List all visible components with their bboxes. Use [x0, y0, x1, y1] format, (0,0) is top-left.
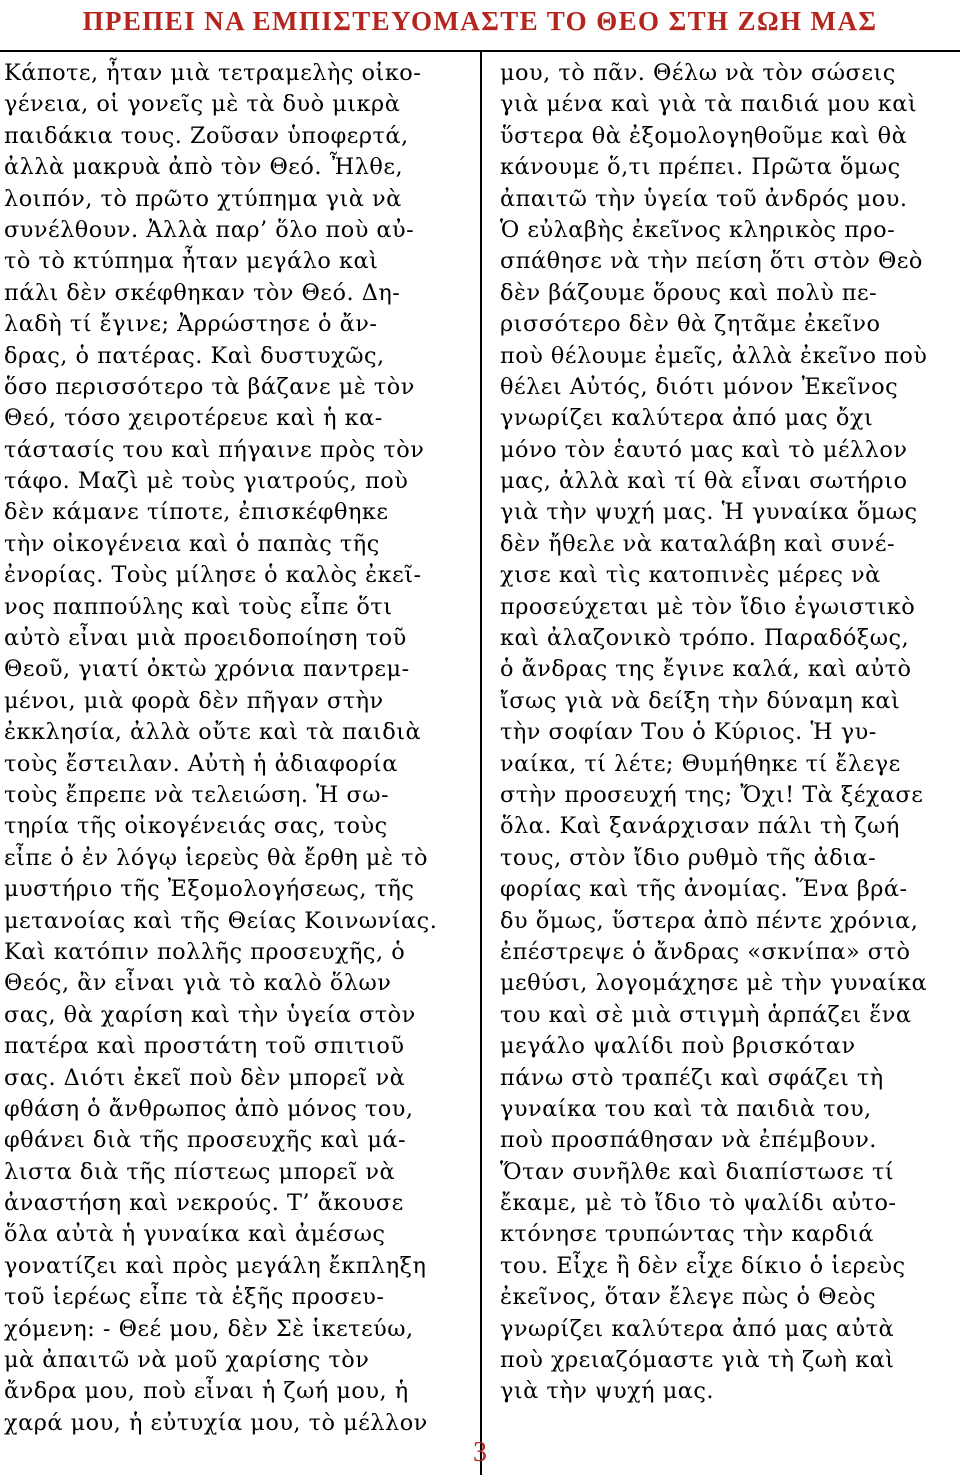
text-line: σπάθησε νὰ τὴν πείση ὅτι στὸν Θεὸ	[500, 248, 923, 275]
text-line: μεγάλο ψαλίδι ποὺ βρισκόταν	[500, 1033, 856, 1060]
text-line: Καὶ κατόπιν πολλῆς προσευχῆς, ὁ	[4, 938, 406, 965]
text-line: καὶ ἀλαζονικὸ τρόπο. Παραδόξως,	[500, 625, 910, 652]
text-line: ἀπαιτῶ τὴν ὑγεία τοῦ ἀνδρός μου.	[500, 185, 908, 212]
text-line: ρισσότερο δὲν θὰ ζητᾶμε ἐκεῖνο	[500, 311, 881, 338]
text-line: μου, τὸ πᾶν. Θέλω νὰ τὸν σώσεις	[500, 60, 896, 86]
text-line: ναίκα, τί λέτε; Θυμήθηκε τί ἔλεγε	[500, 750, 901, 777]
text-line: λοιπόν, τὸ πρῶτο χτύπημα γιὰ νὰ	[4, 185, 402, 212]
text-line: γυναίκα του καὶ τὰ παιδιὰ του,	[500, 1095, 872, 1122]
text-line: του καὶ σὲ μιὰ στιγμὴ ἁρπάζει ἕνα	[500, 1001, 912, 1028]
text-line: σας, θὰ χαρίση καὶ τὴν ὑγεία στὸν	[4, 1001, 416, 1028]
text-line: Θεοῦ, γιατί ὀκτὼ χρόνια παντρεμ-	[4, 656, 410, 683]
left-text-column	[4, 58, 460, 1439]
text-line: μένοι, μιὰ φορὰ δὲν πῆγαν στὴν	[4, 687, 384, 714]
text-line: ἐνορίας. Τοὺς μίλησε ὁ καλὸς ἐκεῖ-	[4, 562, 422, 589]
text-line: γιὰ τὴν ψυχή μας.	[500, 1378, 715, 1405]
text-line: τοῦ ἱερέως εἶπε τὰ ἑξῆς προσευ-	[4, 1284, 385, 1311]
text-line: ἐκεῖνος, ὅταν ἔλεγε πὼς ὁ Θεὸς	[500, 1284, 877, 1311]
text-line: πάνω στὸ τραπέζι καὶ σφάζει τὴ	[500, 1064, 884, 1091]
text-line: χισε καὶ τὶς κατοπινὲς μέρες νὰ	[500, 562, 881, 589]
text-line: ὁ ἄνδρας της ἔγινε καλά, καὶ αὐτὸ	[500, 656, 912, 683]
text-line: ἀναστήση καὶ νεκρούς. Τ’ ἄκουσε	[4, 1190, 404, 1217]
text-line: ἐπέστρεψε ὁ ἄνδρας «σκνίπα» στὸ	[500, 938, 911, 965]
text-line: μας, ἀλλὰ καὶ τί θὰ εἶναι σωτήριο	[500, 468, 908, 495]
text-line: τὸ τὸ κτύπημα ἦταν μεγάλο καὶ	[4, 248, 379, 275]
text-line: τὴν οἰκογένεια καὶ ὁ παπὰς τῆς	[4, 530, 380, 557]
text-line: του. Εἶχε ἢ δὲν εἶχε δίκιο ὁ ἱερεὺς	[500, 1252, 906, 1279]
text-line: προσεύχεται μὲ τὸν ἴδιο ἐγωιστικὸ	[500, 593, 916, 620]
text-line: δρας, ὁ πατέρας. Καὶ δυστυχῶς,	[4, 342, 385, 369]
text-line: ἴσως γιὰ νὰ δείξη τὴν δύναμη καὶ	[500, 687, 901, 714]
text-line: φθάνει διὰ τῆς προσευχῆς καὶ μά-	[4, 1127, 407, 1154]
text-line: γονατίζει καὶ πρὸς μεγάλη ἔκπληξη	[4, 1252, 427, 1279]
text-line: νος παππούλης καὶ τοὺς εἶπε ὅτι	[4, 593, 393, 620]
text-line: τὴν σοφίαν Του ὁ Κύριος. Ἡ γυ-	[500, 719, 877, 746]
text-line: γνωρίζει καλύτερα ἀπό μας ὄχι	[500, 405, 874, 432]
text-line: γιὰ μένα καὶ γιὰ τὰ παιδιά μου καὶ	[500, 91, 918, 118]
text-line: Ὅταν συνῆλθε καὶ διαπίστωσε τί	[500, 1158, 895, 1185]
text-line: θέλει Αὐτός, διότι μόνον Ἐκεῖνος	[500, 373, 899, 400]
text-line: ἀλλὰ μακρυὰ ἀπὸ τὸν Θεό. Ἦλθε,	[4, 154, 404, 181]
text-line: Κάποτε, ἦταν μιὰ τετραμελὴς οἰκο-	[4, 60, 422, 86]
page-title: ΠΡΕΠΕΙ ΝΑ ΕΜΠΙΣΤΕΥΟΜΑΣΤΕ ΤΟ ΘΕΟ ΣΤΗ ΖΩΗ ΜΑΣ	[82, 6, 878, 36]
text-line: Θεός, ἂν εἶναι γιὰ τὸ καλὸ ὅλων	[4, 970, 392, 997]
text-line: στὴν προσευχή της; Ὄχι! Τὰ ξέχασε	[500, 781, 924, 808]
text-line: ποὺ προσπάθησαν νὰ ἐπέμβουν.	[500, 1127, 877, 1154]
text-line: παιδάκια τους. Ζοῦσαν ὑποφερτά,	[4, 122, 409, 149]
text-line: χαρά μου, ἡ εὐτυχία μου, τὸ μέλλον	[4, 1409, 428, 1436]
text-line: Θεό, τόσο χειροτέρευε καὶ ἡ κα-	[4, 405, 383, 432]
text-line: σας. Διότι ἐκεῖ ποὺ δὲν μπορεῖ νὰ	[4, 1064, 406, 1091]
text-line: τάστασίς του καὶ πήγαινε πρὸς τὸν	[4, 436, 425, 463]
page-number: 3	[473, 1437, 487, 1468]
text-line: φθάση ὁ ἄνθρωπος ἀπὸ μόνος του,	[4, 1095, 414, 1122]
text-line: τοὺς ἔπρεπε νὰ τελειώση. Ἡ σω-	[4, 781, 390, 808]
text-line: τοὺς ἔστειλαν. Αὐτὴ ἡ ἀδιαφορία	[4, 750, 398, 777]
text-line: πατέρα καὶ προστάτη τοῦ σπιτιοῦ	[4, 1033, 405, 1060]
right-text-column	[500, 58, 956, 1408]
text-line: λιστα διὰ τῆς πίστεως μπορεῖ νὰ	[4, 1158, 396, 1185]
text-line: δὲν βάζουμε ὅρους καὶ πολὺ πε-	[500, 279, 878, 306]
text-line: γνωρίζει καλύτερα ἀπό μας αὐτὰ	[500, 1315, 895, 1342]
column-divider	[480, 52, 482, 1475]
text-line: κτόνησε τρυπώντας τὴν καρδιά	[500, 1221, 874, 1248]
text-line: δὲν κάμανε τίποτε, ἐπισκέφθηκε	[4, 499, 389, 526]
text-line: Ὁ εὐλαβὴς ἐκεῖνος κληρικὸς προ-	[500, 216, 896, 243]
text-line: ἄνδρα μου, ποὺ εἶναι ἡ ζωή μου, ἡ	[4, 1378, 409, 1405]
text-line: γιὰ τὴν ψυχή μας. Ἡ γυναίκα ὅμως	[500, 499, 918, 526]
text-line: ἐκκλησία, ἀλλὰ οὔτε καὶ τὰ παιδιὰ	[4, 719, 422, 746]
text-line: λαδὴ τί ἔγινε; Ἀρρώστησε ὁ ἄν-	[4, 311, 378, 338]
text-line: χόμενη: - Θεέ μου, δὲν Σὲ ἱκετεύω,	[4, 1315, 414, 1342]
text-line: κάνουμε ὅ,τι πρέπει. Πρῶτα ὅμως	[500, 154, 901, 181]
text-line: μεθύσι, λογομάχησε μὲ τὴν γυναίκα	[500, 970, 928, 997]
page-header	[0, 0, 960, 52]
text-line: μόνο τὸν ἑαυτό μας καὶ τὸ μέλλον	[500, 436, 908, 463]
text-line: δυ ὅμως, ὕστερα ἀπὸ πέντε χρόνια,	[500, 907, 919, 934]
text-line: πάλι δὲν σκέφθηκαν τὸν Θεό. Δη-	[4, 279, 401, 306]
text-line: αὐτὸ εἶναι μιὰ προειδοποίηση τοῦ	[4, 625, 407, 652]
text-line: ποὺ θέλουμε ἐμεῖς, ἀλλὰ ἐκεῖνο ποὺ	[500, 342, 928, 369]
text-line: ὅλα. Καὶ ξανάρχισαν πάλι τὴ ζωή	[500, 813, 900, 840]
text-line: δὲν ἤθελε νὰ καταλάβη καὶ συνέ-	[500, 530, 896, 557]
text-line: φορίας καὶ τῆς ἀνομίας. Ἕνα βρά-	[500, 876, 908, 903]
text-line: τους, στὸν ἴδιο ρυθμὸ τῆς ἀδια-	[500, 844, 877, 871]
text-line: μυστήριο τῆς Ἐξομολογήσεως, τῆς	[4, 876, 415, 903]
text-line: ποὺ χρειαζόμαστε γιὰ τὴ ζωὴ καὶ	[500, 1347, 895, 1374]
text-line: συνέλθουν. Ἀλλὰ παρ’ ὅλο ποὺ αὐ-	[4, 216, 415, 243]
text-line: γένεια, οἱ γονεῖς μὲ τὰ δυὸ μικρὰ	[4, 91, 401, 118]
text-line: μὰ ἀπαιτῶ νὰ μοῦ χαρίσης τὸν	[4, 1347, 370, 1374]
text-line: εἶπε ὁ ἐν λόγῳ ἱερεὺς θὰ ἔρθη μὲ τὸ	[4, 844, 428, 871]
text-line: τηρία τῆς οἰκογένειάς σας, τοὺς	[4, 813, 388, 840]
text-line: ὅσο περισσότερο τὰ βάζανε μὲ τὸν	[4, 373, 415, 400]
text-line: ὕστερα θὰ ἐξομολογηθοῦμε καὶ θὰ	[500, 122, 908, 149]
text-line: ἔκαμε, μὲ τὸ ἴδιο τὸ ψαλίδι αὐτο-	[500, 1190, 897, 1217]
text-line: ὅλα αὐτὰ ἡ γυναίκα καὶ ἀμέσως	[4, 1221, 386, 1248]
text-line: τάφο. Μαζὶ μὲ τοὺς γιατρούς, ποὺ	[4, 468, 409, 495]
text-line: μετανοίας καὶ τῆς Θείας Κοινωνίας.	[4, 907, 438, 934]
